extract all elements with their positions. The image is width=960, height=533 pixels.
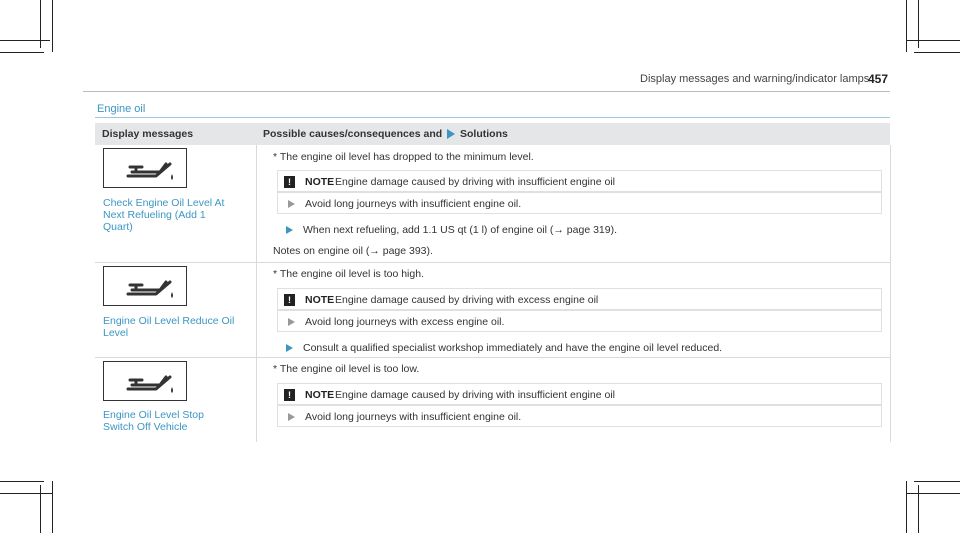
note-label: NOTE xyxy=(305,294,335,306)
action-text-content: When next refueling, add 1.1 US qt (1 l) of engine oil (→ page 319). xyxy=(303,224,618,236)
warning-exclamation-icon: ! xyxy=(284,294,295,306)
solutions-triangle-icon xyxy=(447,129,455,139)
note-box xyxy=(277,288,882,310)
note-action xyxy=(288,316,504,328)
section-underline xyxy=(95,117,890,118)
warning-exclamation-icon: ! xyxy=(284,176,295,188)
note-text: Engine damage caused by driving with insufficient engine oil xyxy=(335,176,615,188)
note-box xyxy=(277,383,882,405)
crop-mark xyxy=(906,0,907,52)
oil-can-level-icon xyxy=(103,361,187,401)
action-arrow-icon xyxy=(288,200,295,208)
message-line: Engine Oil Level Stop xyxy=(103,409,204,421)
note-text: Engine damage caused by driving with excess engine oil xyxy=(335,294,599,306)
display-message xyxy=(103,315,234,339)
action-arrow-icon xyxy=(286,344,293,352)
cause-text: * The engine oil level has dropped to the minimum level. xyxy=(273,151,534,163)
warning-exclamation-icon: ! xyxy=(284,389,295,401)
crop-mark xyxy=(52,0,53,52)
col-header-solutions: Solutions xyxy=(460,128,508,140)
extra-note: Notes on engine oil (→ page 393). xyxy=(273,245,433,257)
action-text-content: Consult a qualified specialist workshop immediately and have the engine oil level reduced. xyxy=(303,342,723,354)
note-action-box xyxy=(277,310,882,332)
display-message xyxy=(103,197,224,233)
crop-mark xyxy=(0,40,50,41)
action-arrow-icon xyxy=(288,318,295,326)
oil-can-level-icon xyxy=(103,148,187,188)
crop-mark xyxy=(52,481,53,533)
message-line: Switch Off Vehicle xyxy=(103,421,188,433)
cause-text: * The engine oil level is too low. xyxy=(273,363,420,375)
message-line: Check Engine Oil Level At xyxy=(103,197,225,209)
note-action-text: Avoid long journeys with insufficient engine oil. xyxy=(305,411,522,423)
message-line: Next Refueling (Add 1 xyxy=(103,209,206,221)
crop-mark xyxy=(0,493,52,494)
action-arrow-icon xyxy=(288,413,295,421)
note-action xyxy=(288,198,521,210)
crop-mark xyxy=(906,40,960,41)
table-header xyxy=(95,123,890,145)
note-text: Engine damage caused by driving with insufficient engine oil xyxy=(335,389,615,401)
note-action xyxy=(288,411,521,423)
page-number: 457 xyxy=(868,72,889,86)
action-text xyxy=(286,342,722,354)
table-right-edge xyxy=(890,145,891,442)
section-title: Engine oil xyxy=(97,103,146,115)
note-action-text: Avoid long journeys with insufficient engine oil. xyxy=(305,198,522,210)
note-label: NOTE xyxy=(305,176,335,188)
crop-mark xyxy=(906,481,907,533)
crop-mark xyxy=(914,52,960,53)
note-label: NOTE xyxy=(305,389,335,401)
oil-can-level-icon xyxy=(103,266,187,306)
running-header: Display messages and warning/indicator lamps xyxy=(640,73,870,85)
message-line: Level xyxy=(103,327,129,339)
header-rule xyxy=(83,91,890,92)
note-action-box xyxy=(277,405,882,427)
table-row xyxy=(95,262,890,357)
col-header-causes: Possible causes/consequences and xyxy=(263,128,443,140)
cause-text: * The engine oil level is too high. xyxy=(273,268,424,280)
col-header-display-messages: Display messages xyxy=(102,128,194,140)
display-message xyxy=(103,409,204,433)
crop-mark xyxy=(0,52,44,53)
note-action-text: Avoid long journeys with excess engine oil. xyxy=(305,316,505,328)
note-box xyxy=(277,170,882,192)
action-arrow-icon xyxy=(286,226,293,234)
message-line: Engine Oil Level Reduce Oil xyxy=(103,315,235,327)
table-row xyxy=(95,357,890,442)
crop-mark xyxy=(906,493,960,494)
message-line: Quart) xyxy=(103,221,133,233)
note-action-box xyxy=(277,192,882,214)
crop-mark xyxy=(914,481,960,482)
col-header-causes-solutions xyxy=(263,128,508,140)
action-text xyxy=(286,224,617,236)
crop-mark xyxy=(0,481,44,482)
table-row xyxy=(95,145,890,261)
